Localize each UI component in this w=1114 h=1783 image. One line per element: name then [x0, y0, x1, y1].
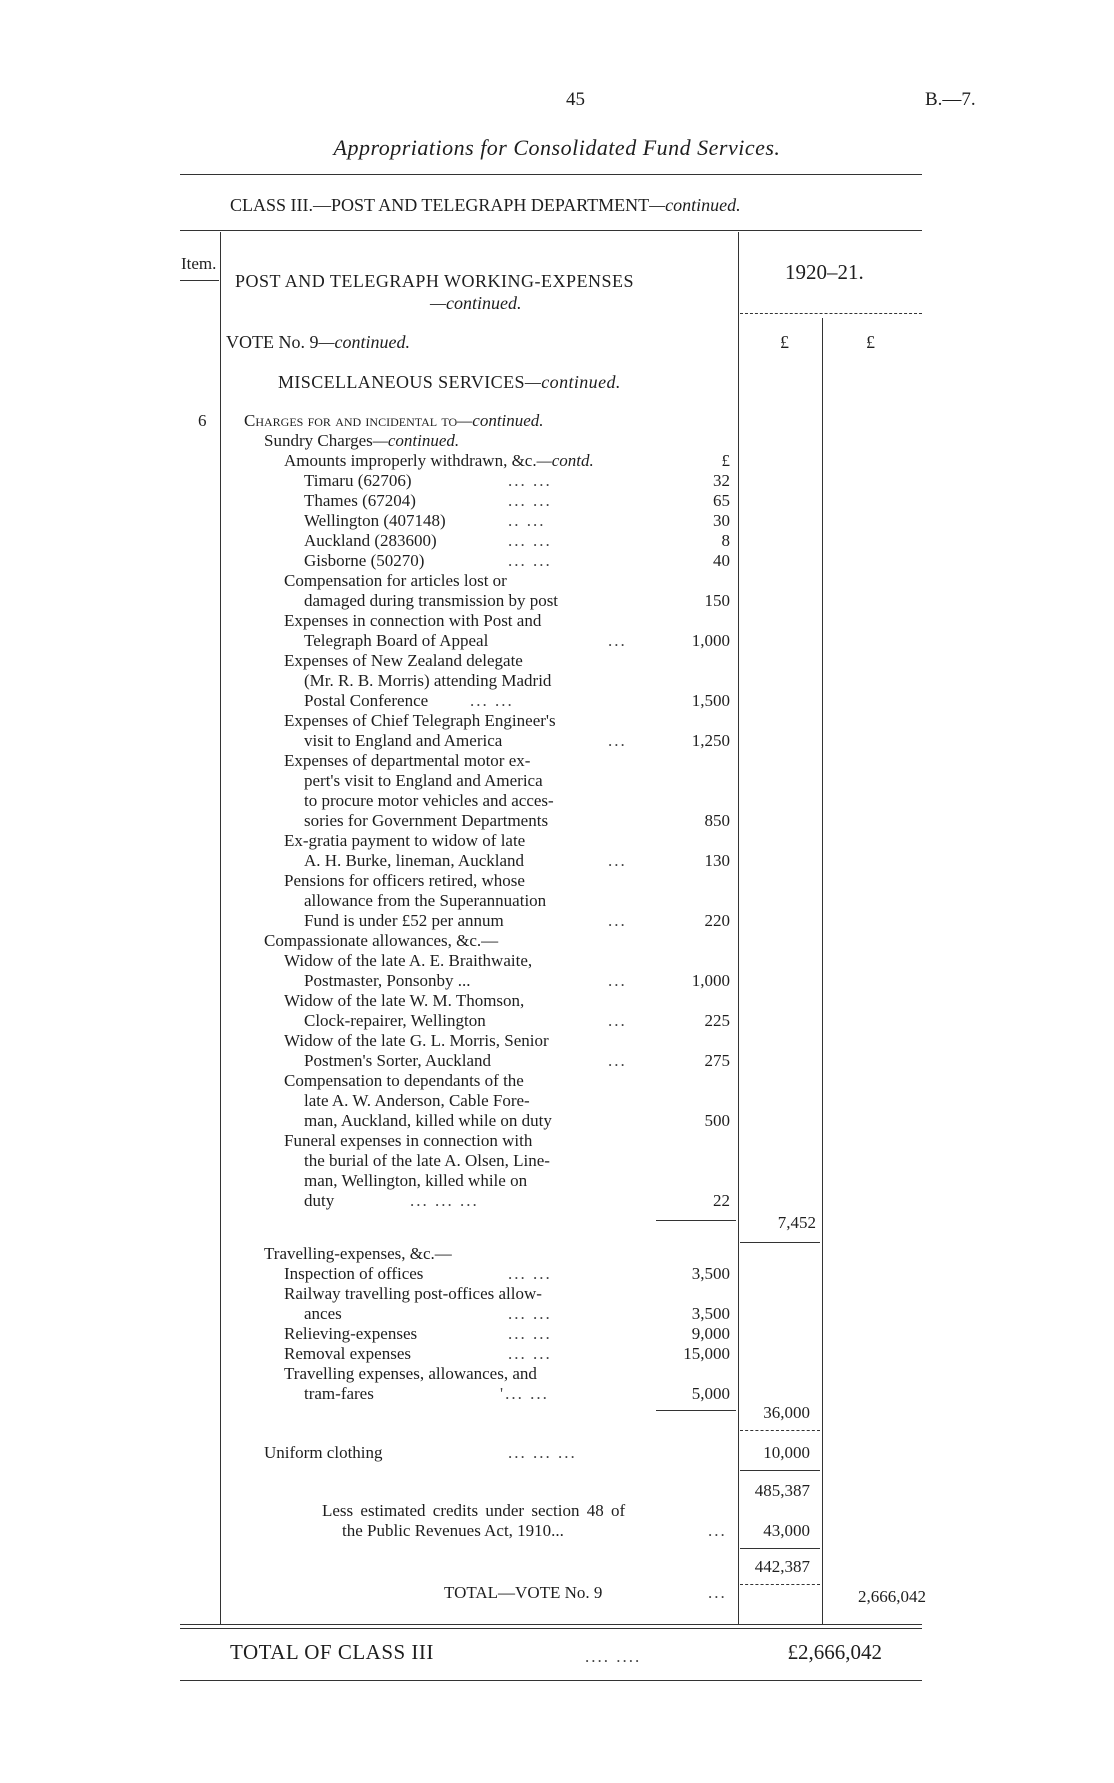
entry-line: visit to England and America: [304, 731, 503, 750]
entry-line: (Mr. R. B. Morris) attending Madrid: [304, 671, 552, 690]
entry-line: to procure motor vehicles and acces-: [304, 791, 554, 810]
less-credits-line: the Public Revenues Act, 1910...: [342, 1521, 564, 1540]
leader-dots: ... ...: [508, 491, 552, 510]
leader-dots: ...: [708, 1583, 727, 1602]
list-item-label: Wellington (407148): [304, 511, 446, 530]
amount-column-rule: [738, 232, 739, 1624]
leader-dots: ...: [608, 911, 627, 930]
vote-heading: [226, 333, 410, 351]
improper-cont: —contd.: [536, 451, 594, 470]
entry-value: 500: [704, 1111, 730, 1130]
entry-value: 3,500: [691, 1304, 730, 1323]
entry-line: Widow of the late A. E. Braithwaite,: [284, 951, 533, 970]
uniform-rule: [740, 1470, 820, 1471]
entry-line: Inspection of offices: [284, 1264, 424, 1283]
entry-line: Widow of the late W. M. Thomson,: [284, 991, 525, 1010]
leader-dots: ... ...: [470, 691, 514, 710]
list-item-value: 40: [713, 551, 730, 570]
page-title: Appropriations for Consolidated Fund Services.: [333, 135, 781, 160]
vote-total-value: 2,666,042: [858, 1587, 926, 1606]
entry-line: late A. W. Anderson, Cable Fore-: [304, 1091, 530, 1110]
entry-line: the burial of the late A. Olsen, Line-: [304, 1151, 550, 1170]
entry-line: Postmaster, Ponsonby ...: [304, 971, 471, 990]
sundry-total-rule: [740, 1242, 820, 1243]
item-column-rule: [220, 232, 221, 1624]
improper-label: Amounts improperly withdrawn, &c.: [284, 451, 537, 470]
entry-line: Expenses of departmental motor ex-: [284, 751, 531, 770]
entry-line: Compensation to dependants of the: [284, 1071, 524, 1090]
entry-line: Removal expenses: [284, 1344, 411, 1363]
entry-line: duty: [304, 1191, 335, 1210]
charges-cont: —continued.: [457, 411, 544, 430]
entry-value: 1,000: [691, 971, 730, 990]
misc-label: MISCELLANEOUS SERVICES: [278, 372, 525, 392]
sundry-label: Sundry Charges: [264, 431, 373, 450]
entry-line: A. H. Burke, lineman, Auckland: [304, 851, 525, 870]
entry-line: sories for Government Departments: [304, 811, 549, 830]
less-credits-line: Less estimated credits under section 48 of: [322, 1501, 626, 1520]
page-number: 45: [566, 89, 585, 110]
compassionate-heading: Compassionate allowances, &c.—: [264, 931, 499, 950]
list-item-label: Gisborne (50270): [304, 551, 425, 570]
year-heading: 1920–21.: [785, 260, 864, 284]
charges-label: Charges for and incidental to: [244, 411, 458, 430]
entry-line: Relieving-expenses: [284, 1324, 418, 1343]
leader-dots: ... ...: [508, 551, 552, 570]
entry-value: 9,000: [691, 1324, 730, 1343]
leader-dots: ... ...: [508, 1304, 552, 1323]
entry-line: pert's visit to England and America: [304, 771, 543, 790]
class-heading-cont: —continued.: [649, 195, 741, 215]
leader-dots: ...: [608, 851, 627, 870]
entry-line: Postal Conference: [304, 691, 429, 710]
entry-line: Compensation for articles lost or: [284, 571, 507, 590]
entry-line: Expenses of New Zealand delegate: [284, 651, 523, 670]
leader-dots: ... ...: [508, 1324, 552, 1343]
leader-dots: ... ...: [508, 471, 552, 490]
entry-line: Widow of the late G. L. Morris, Senior: [284, 1031, 549, 1050]
document-reference: B.—7.: [925, 89, 976, 110]
entry-line: Ex-gratia payment to widow of late: [284, 831, 526, 850]
entry-value: 150: [704, 591, 730, 610]
leader-dots: ... ...: [508, 531, 552, 550]
entry-line: Expenses of Chief Telegraph Engineer's: [284, 711, 556, 730]
leader-dots: .. ...: [508, 511, 546, 530]
list-item-value: 30: [713, 511, 730, 530]
entry-value: 22: [713, 1191, 730, 1210]
sundry-sum-rule: [656, 1220, 736, 1221]
net-value: 442,387: [754, 1557, 810, 1576]
item-header-rule: [180, 280, 219, 281]
table-top-rule: [180, 230, 922, 231]
entry-line: Funeral expenses in connection with: [284, 1131, 533, 1150]
improper-heading: [284, 452, 594, 469]
table-bottom-rule: [180, 1624, 922, 1625]
list-item-value: 65: [713, 491, 730, 510]
item-column-label: Item.: [181, 254, 217, 273]
charges-heading: [244, 412, 544, 429]
leader-dots: ...: [608, 1051, 627, 1070]
net-rule: [740, 1584, 820, 1585]
pound-sign-total: £: [866, 332, 875, 352]
list-item-label: Thames (67204): [304, 491, 416, 510]
entry-value: 225: [704, 1011, 730, 1030]
leader-dots: ...: [608, 631, 627, 650]
page-bottom-rule: [180, 1680, 922, 1681]
sundry-heading: [264, 432, 459, 449]
entry-line: Fund is under £52 per annum: [304, 911, 504, 930]
year-header-rule: [740, 313, 922, 314]
travel-total: 36,000: [763, 1403, 810, 1422]
list-item-value: 32: [713, 471, 730, 490]
sundry-total: 7,452: [777, 1213, 816, 1232]
title-rule: [180, 174, 922, 175]
sundry-cont: —continued.: [372, 431, 460, 450]
entry-value: 1,250: [691, 731, 730, 750]
vote-label: VOTE No. 9: [226, 332, 319, 352]
leader-dots: ... ...: [508, 1264, 552, 1283]
travel-heading: Travelling-expenses, &c.—: [264, 1244, 452, 1263]
leader-dots: ...: [608, 1011, 627, 1030]
entry-line: Clock-repairer, Wellington: [304, 1011, 486, 1030]
entry-line: damaged during transmission by post: [304, 591, 559, 610]
class-total-label: TOTAL OF CLASS III: [230, 1640, 434, 1664]
uniform-value: 10,000: [763, 1443, 810, 1462]
section-title: POST AND TELEGRAPH WORKING-EXPENSES: [235, 271, 635, 291]
entry-value: 130: [704, 851, 730, 870]
vote-cont: —continued.: [318, 332, 410, 352]
vote-total-label: TOTAL—VOTE No. 9: [444, 1583, 603, 1602]
entry-value: 1,000: [691, 631, 730, 650]
leader-dots: ... ... ...: [508, 1443, 577, 1462]
entry-line: Expenses in connection with Post and: [284, 611, 542, 630]
leader-dots: ... ... ...: [410, 1191, 479, 1210]
list-item-label: Auckland (283600): [304, 531, 437, 550]
class-total-value: £2,666,042: [787, 1640, 882, 1664]
leader-dots: ...: [608, 971, 627, 990]
travel-total-rule: [740, 1430, 820, 1431]
entry-line: ances: [304, 1304, 342, 1323]
misc-cont: —continued.: [524, 372, 621, 392]
entry-value: 220: [704, 911, 730, 930]
table-bottom-rule-double: [180, 1628, 922, 1629]
class-heading-main: CLASS III.—POST AND TELEGRAPH DEPARTMENT: [230, 195, 650, 215]
subtotal-value: 485,387: [754, 1481, 810, 1500]
entry-line: Pensions for officers retired, whose: [284, 871, 525, 890]
entry-value: 5,000: [691, 1384, 730, 1403]
entry-line: Travelling expenses, allowances, and: [284, 1364, 537, 1383]
entry-value: 15,000: [683, 1344, 730, 1363]
entry-value: 275: [704, 1051, 730, 1070]
leader-dots: ...: [608, 731, 627, 750]
entry-value: 1,500: [691, 691, 730, 710]
uniform-label: Uniform clothing: [264, 1443, 383, 1462]
entry-line: Postmen's Sorter, Auckland: [304, 1051, 492, 1070]
entry-line: Railway travelling post-offices allow-: [284, 1284, 542, 1303]
less-credits-value: 43,000: [763, 1521, 810, 1540]
travel-sum-rule: [656, 1410, 736, 1411]
section-title-cont: —continued.: [430, 293, 522, 313]
entry-line: allowance from the Superannuation: [304, 891, 547, 910]
entry-line: tram-fares: [304, 1384, 374, 1403]
list-item-label: Timaru (62706): [304, 471, 412, 490]
entry-line: Telegraph Board of Appeal: [304, 631, 489, 650]
item-number: 6: [198, 411, 207, 430]
improper-pound-sign: £: [721, 451, 730, 470]
leader-dots: '... ...: [500, 1384, 549, 1403]
class-heading: [230, 196, 741, 214]
leader-dots: ...: [708, 1521, 727, 1540]
misc-services-heading: [278, 373, 621, 391]
leader-dots: ... ...: [508, 1344, 552, 1363]
entry-line: man, Auckland, killed while on duty: [304, 1111, 552, 1130]
credits-rule: [740, 1548, 820, 1549]
entry-value: 850: [704, 811, 730, 830]
leader-dots: .... ....: [585, 1647, 642, 1666]
total-column-rule: [822, 318, 823, 1624]
entry-value: 3,500: [691, 1264, 730, 1283]
list-item-value: 8: [721, 531, 730, 550]
entry-line: man, Wellington, killed while on: [304, 1171, 528, 1190]
pound-sign-amount: £: [780, 332, 789, 352]
